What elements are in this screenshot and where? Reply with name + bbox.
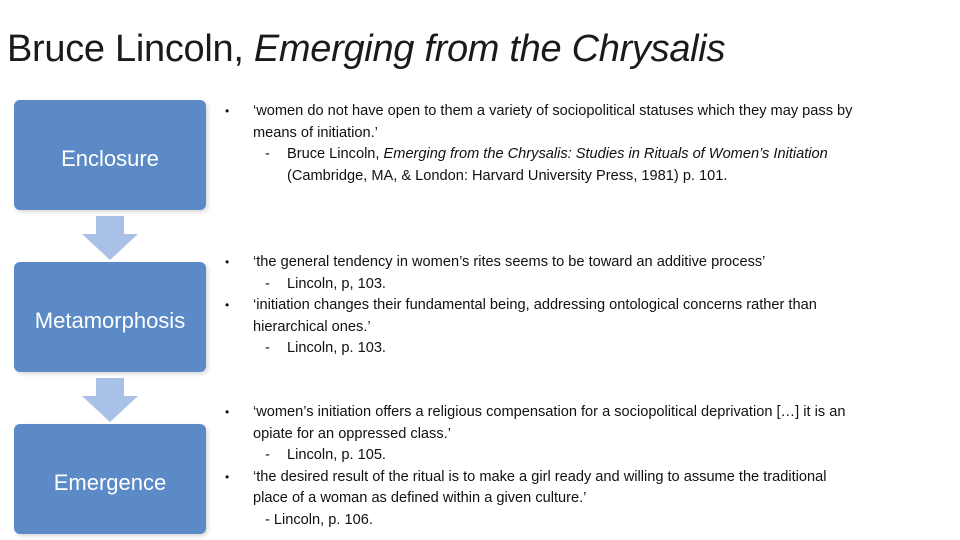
stage-emergence: Emergence bbox=[14, 424, 206, 534]
quotes-enclosure bbox=[225, 101, 955, 187]
bullet-icon: • bbox=[225, 469, 230, 484]
citation-publication: (Cambridge, MA, & London: Harvard University Press, 1981) p. 101. bbox=[287, 167, 728, 184]
quote-line: means of initiation.’ bbox=[253, 124, 378, 141]
bullet-point bbox=[225, 402, 955, 445]
quote-line: ‘women do not have open to them a variety of sociopolitical statuses which they may pass by bbox=[253, 103, 853, 119]
bullet-icon: • bbox=[225, 405, 230, 419]
citation-author: Bruce Lincoln, bbox=[287, 146, 380, 162]
bullet-point bbox=[225, 467, 955, 510]
title-author: Bruce Lincoln, bbox=[7, 28, 244, 70]
quote-line: ‘women’s initiation offers a religious compensation for a sociopolitical deprivation […] it is an bbox=[253, 404, 846, 420]
citation: - Lincoln, p. 106. bbox=[265, 511, 373, 528]
quote-line: ‘initiation changes their fundamental being, addressing ontological concerns rather than bbox=[253, 297, 817, 313]
title-work: Emerging from the Chrysalis bbox=[253, 28, 726, 70]
citation: - Lincoln, p. 105. bbox=[265, 447, 386, 463]
bullet-icon: • bbox=[225, 298, 230, 312]
bullet-icon: • bbox=[225, 104, 230, 118]
quote-line: hierarchical ones.’ bbox=[253, 318, 371, 335]
quote-line: ‘the desired result of the ritual is to make a girl ready and willing to assume the traditional bbox=[253, 468, 827, 485]
quotes-metamorphosis bbox=[225, 252, 955, 360]
down-arrow-icon bbox=[82, 378, 138, 422]
citation: - Bruce Lincoln, Emerging from the Chrysalis: Studies in Rituals of Women’s Initiation bbox=[265, 146, 828, 162]
bullet-icon: • bbox=[225, 255, 230, 269]
citation: - Lincoln, p. 103. bbox=[265, 340, 386, 356]
quote-line: ‘the general tendency in women’s rites seems to be toward an additive process’ bbox=[253, 254, 766, 270]
bullet-point bbox=[225, 295, 955, 338]
slide-title bbox=[7, 28, 725, 71]
stage-enclosure: Enclosure bbox=[14, 100, 206, 210]
down-arrow-icon bbox=[82, 216, 138, 260]
quotes-emergence bbox=[225, 402, 955, 531]
quote-line: place of a woman as defined within a given culture.’ bbox=[253, 490, 587, 506]
citation: - Lincoln, p, 103. bbox=[265, 275, 386, 292]
stage-metamorphosis: Metamorphosis bbox=[14, 262, 206, 372]
bullet-point bbox=[225, 101, 955, 144]
quote-line: opiate for an oppressed class.’ bbox=[253, 425, 451, 442]
citation-title: Emerging from the Chrysalis: Studies in Rituals of Women’s Initiation bbox=[383, 146, 828, 162]
bullet-point bbox=[225, 252, 955, 274]
